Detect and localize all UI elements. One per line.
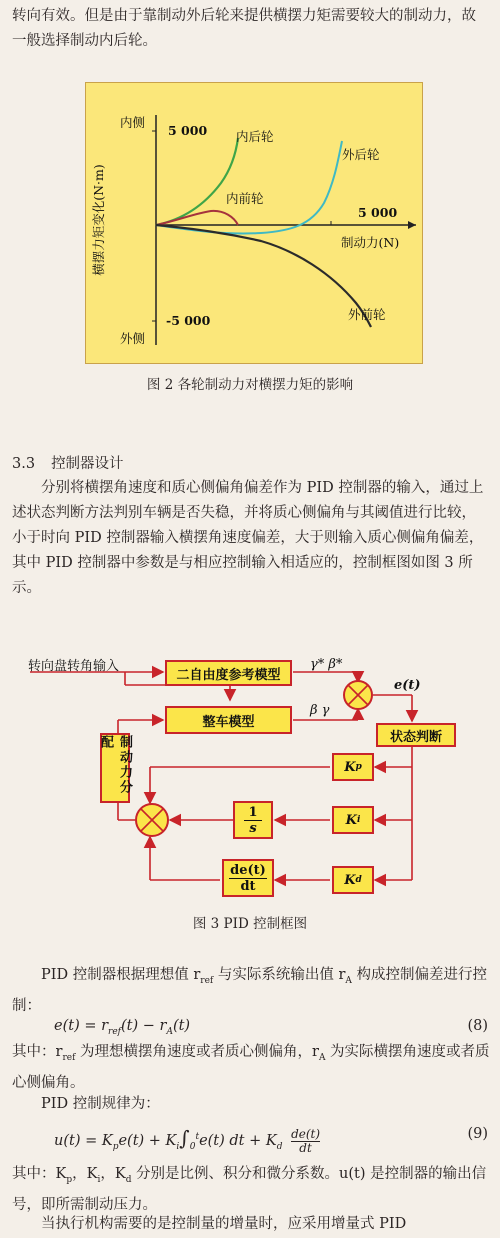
ytick-neg: -5 000 [166,313,211,328]
kd-sub: d [355,875,362,885]
kd-k: K [344,872,356,888]
eq8-number: (8) [467,1018,488,1034]
figure-2 [85,82,423,364]
section-number: 3.3 [12,456,36,472]
equation-9 [12,1126,488,1156]
pid-text-3: 构成控制偏差进行控制： [12,967,487,1014]
eq9-integral: ∫ [179,1126,190,1150]
error-signal: e(t) [394,678,421,693]
section-heading [12,452,124,473]
eq8-sub-a: A [166,1026,173,1037]
x-axis-label: 制动力(N) [341,235,400,250]
equation-8 [12,1018,488,1037]
derivative-num: de(t) [230,862,266,878]
where1-b: 为理想横摆角速度或者质心侧偏角，r [75,1044,319,1060]
pid-sub-a: A [345,975,352,986]
label-outer-front: 外前轮 [348,307,386,322]
y-axis-label: 横摆力矩变化(N·m) [90,164,106,276]
where2-sub-d: d [125,1174,132,1185]
curve-inner-rear [156,138,238,225]
actual-signals: β γ [310,703,330,718]
reference-signals: γ* β* [310,657,343,672]
where2-a: 其中：K [12,1166,67,1182]
where1-a: 其中：r [12,1044,63,1060]
label-inner-rear: 内后轮 [236,129,274,144]
figure-3-caption: 图 3 PID 控制框图 [192,916,308,932]
state-judge-block: 状态判断 [376,723,456,747]
eq9-frac-num: de(t) [291,1126,321,1141]
summing-junction-2 [136,804,168,836]
where2-sub-p: p [66,1174,73,1185]
ki-block [332,806,374,834]
where-paragraph-1 [12,1040,490,1096]
kp-k: K [344,759,356,775]
eq8-b: (t) − r [121,1018,167,1034]
ytick-pos: 5 000 [168,123,208,138]
eq8-sub-ref: ref [108,1026,121,1037]
integrator-den: s [244,820,262,836]
last-line: 当执行机构需要的是控制量的增量时，应采用增量式 PID [41,1216,407,1232]
x-axis-arrow [408,221,416,229]
eq9-b: e(t) + K [118,1133,177,1149]
kp-block [332,753,374,781]
derivative-den: dt [229,878,267,894]
xtick-5000: 5 000 [358,205,398,220]
label-outer-side: 外侧 [120,331,146,346]
kd-block [332,866,374,894]
brake-distribution-block: 制动力分配 [100,733,130,803]
curve-outer-rear [156,141,342,234]
eq9-sub-p: p [112,1141,119,1152]
eq9-d: e(t) dt + K [199,1133,277,1149]
figure-2-caption: 图 2 各轮制动力对横摆力矩的影响 [146,377,354,393]
eq9-frac-den: dt [291,1141,320,1155]
pid-paragraph [12,963,490,1019]
kp-sub: p [355,762,362,772]
label-inner-side: 内侧 [120,115,146,130]
summing-junction-1 [344,681,372,709]
where2-b: ，K [72,1166,98,1182]
curve-outer-front [156,225,371,327]
eq9-sub-d: d [276,1141,283,1152]
pid-sub-ref: ref [200,975,214,986]
where1-sub-a: A [318,1052,326,1063]
top-paragraph: 转向有效。但是由于靠制动外后轮来提供横摆力矩需要较大的制动力，故一般选择制动内后轮。 [12,8,476,49]
integrator-block [233,801,273,839]
pid-text-2: 与实际系统输出值 r [213,967,346,983]
vehicle-model-block: 整车模型 [165,706,292,734]
figure-3 [0,645,500,895]
derivative-block [222,859,274,897]
integrator-num: 1 [248,804,258,820]
eq9-fraction [291,1128,320,1155]
eq9-upper: t [195,1132,200,1143]
label-inner-front: 内前轮 [226,191,264,206]
eq8-a: e(t) = r [54,1018,109,1034]
where2-d: 分别是比例、积分和微分系数。u(t) 是控制器的输出信号，即所需制动压力。 [12,1166,487,1213]
eq9-sub-i: i [176,1141,180,1152]
eq9-a: u(t) = K [54,1133,113,1149]
eq8-c: (t) [172,1018,191,1034]
section-title: 控制器设计 [51,456,124,472]
curve-inner-front [156,211,238,225]
pid-law-intro: PID 控制规律为： [41,1096,160,1112]
ki-k: K [345,812,357,828]
ki-sub: i [356,815,361,825]
where1-sub-ref: ref [62,1052,76,1063]
pid-text-1: PID 控制器根据理想值 r [41,967,201,983]
eq9-number: (9) [467,1126,488,1142]
where-paragraph-2 [12,1162,490,1218]
where2-c: ，K [100,1166,126,1182]
controller-paragraph: 分别将横摆角速度和质心侧偏角偏差作为 PID 控制器的输入，通过上述状态判断方法判别车辆是否失稳，并将质心侧偏角与其阈值进行比较，小于时向 PID 控制器输入横摆角速度偏差，大于则输入质心侧偏角偏差，其中 PID 控制器中参数是与相应控制输入相适应的，控制框图如图 3 所示。 [12,480,484,596]
label-outer-rear: 外后轮 [342,147,380,162]
input-label: 转向盘转角输入 [28,659,120,674]
eq9-lower: 0 [189,1141,196,1152]
where2-sub-i: i [97,1174,101,1185]
where1-c: 为实际横摆角速度或者质心侧偏角。 [12,1044,490,1091]
reference-model-block: 二自由度参考模型 [165,660,292,686]
